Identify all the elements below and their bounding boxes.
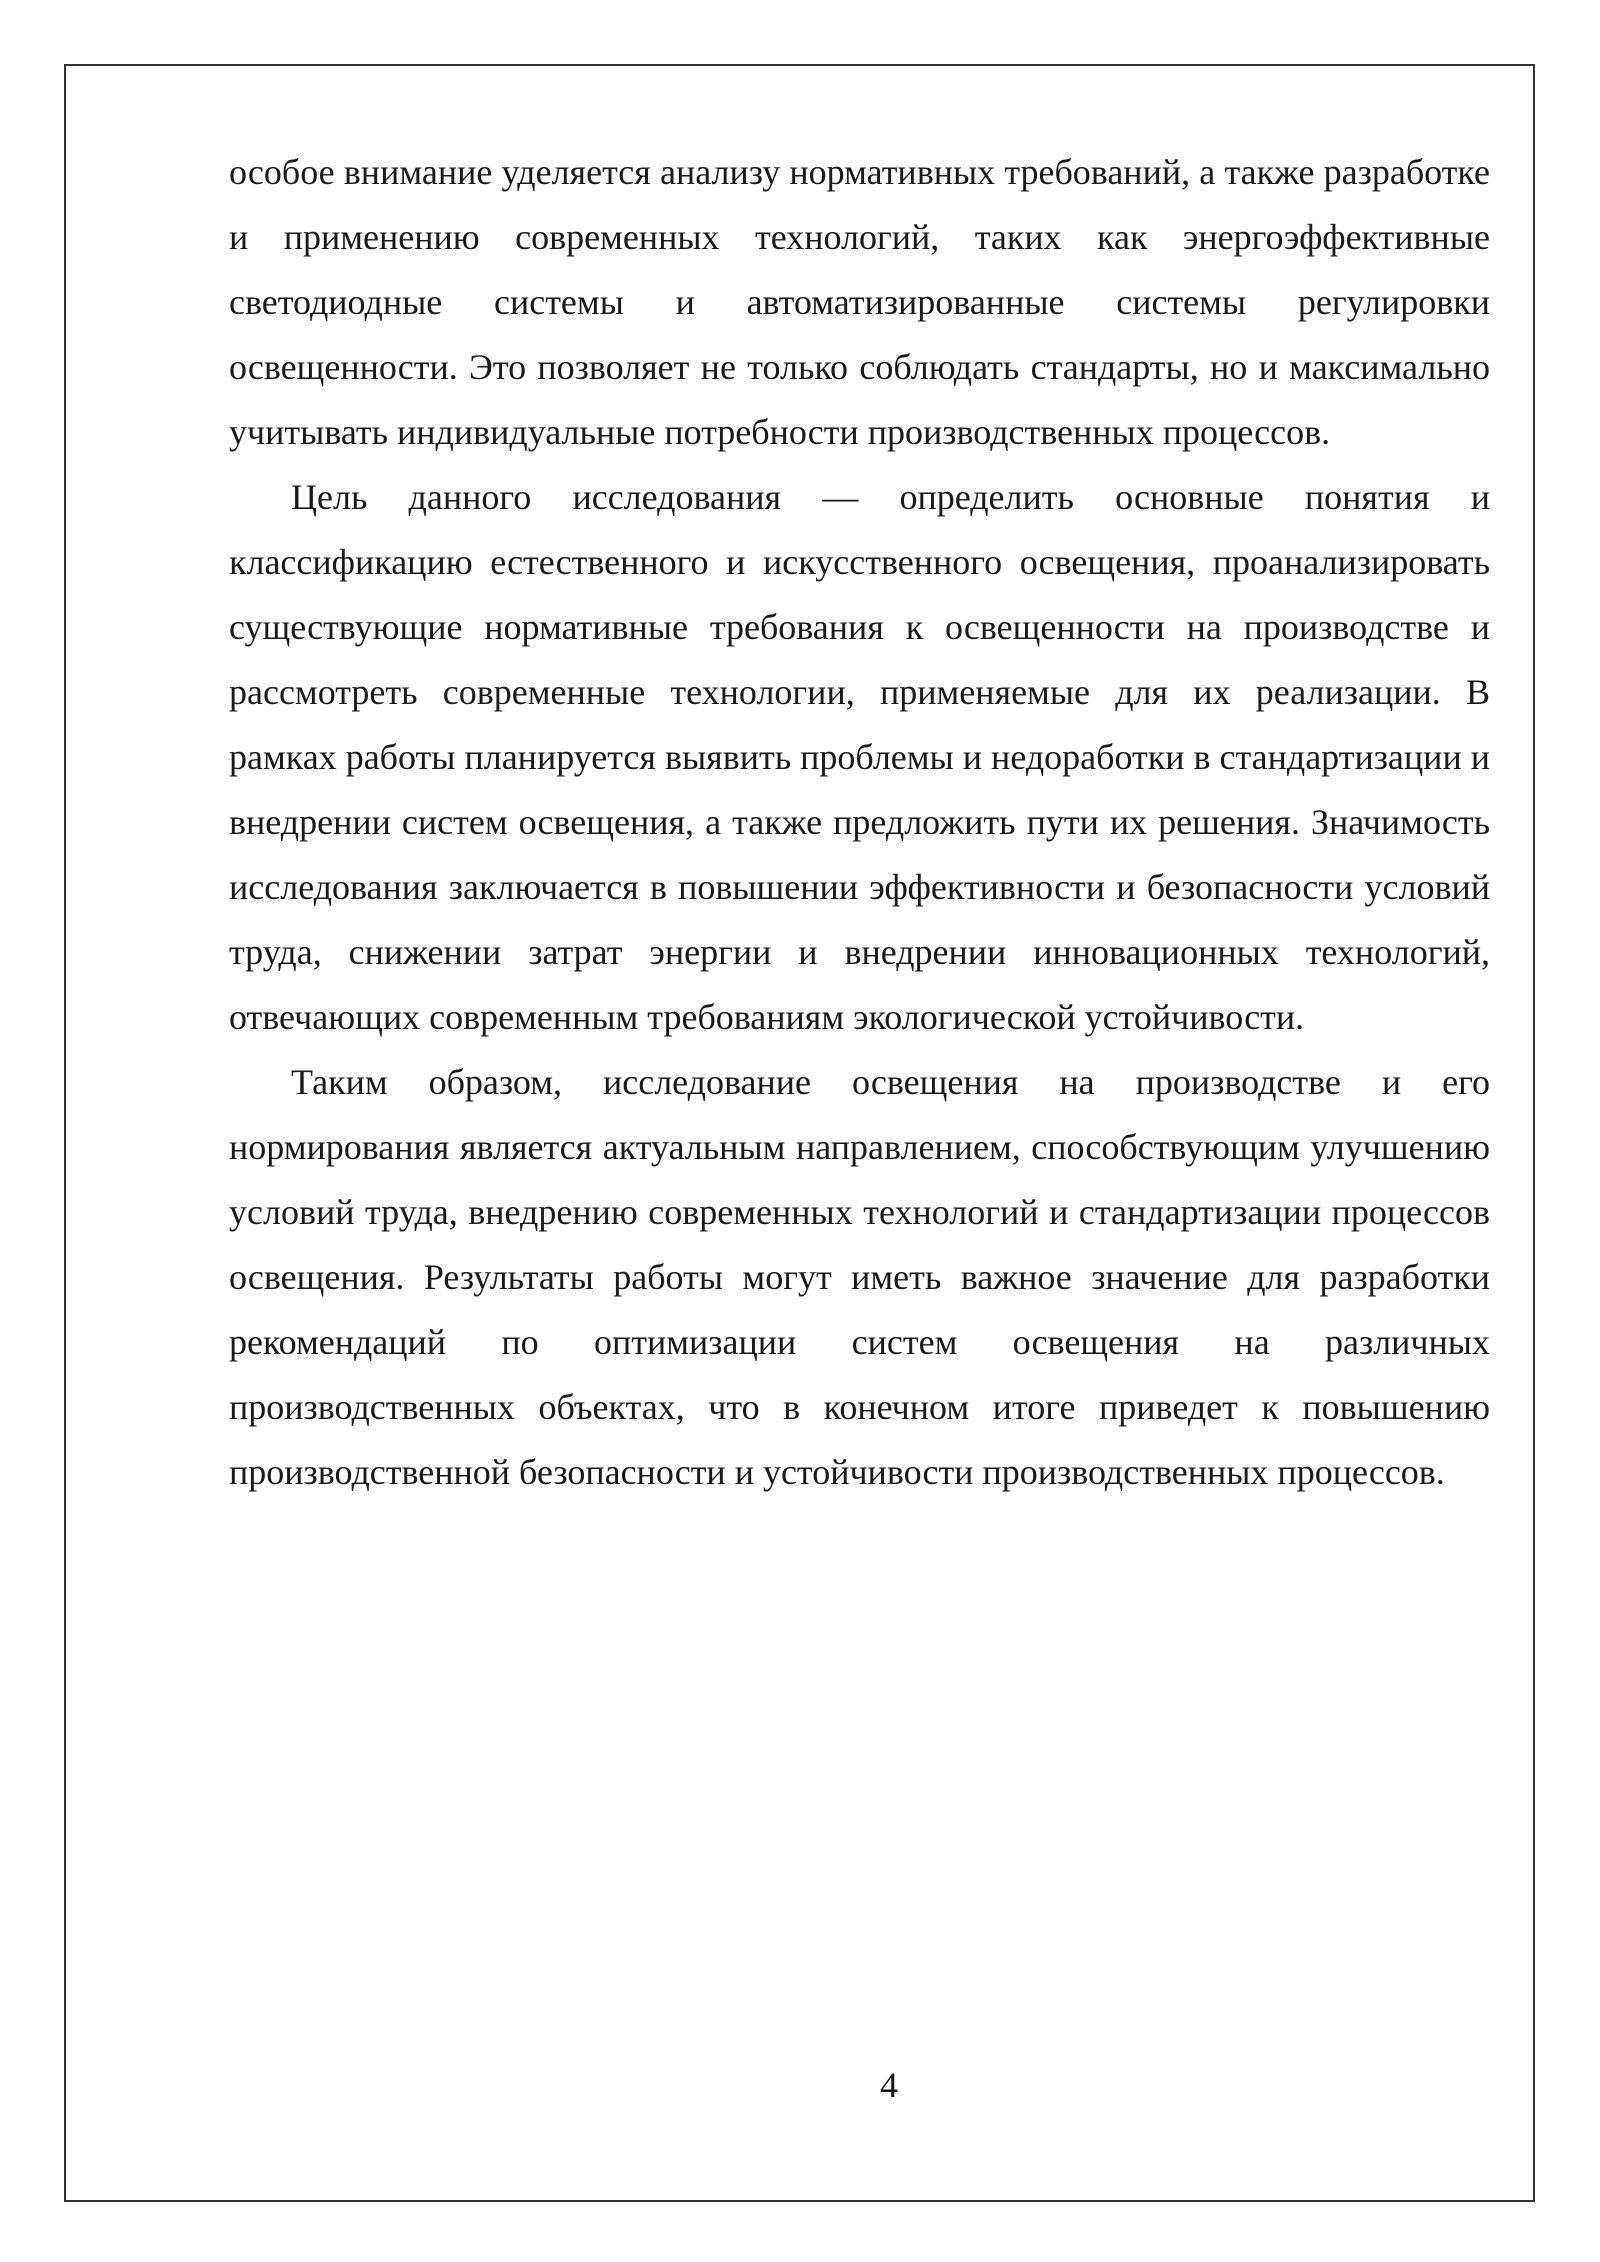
paragraph-conclusion: Таким образом, исследование освещения на производстве и его нормирования является актуальным направлением, способствующим улучшению условий труда, внедрению современных технологий и стандартизации процессов освещения. Результаты работы могут иметь важное значение для разработки рекомендаций по оптимизации систем освещения на различных производственных объектах, что в конечном итоге приведет к повышению производственной безопасности и устойчивости производственных процессов. xyxy=(229,1062,1490,1492)
paragraph-continuation: особое внимание уделяется анализу нормативных требований, а также разработке и применению современных технологий, таких как энергоэффективные светодиодные системы и автоматизированные системы регулировки освещенности. Это позволяет не только соблюдать стандарты, но и максимально учитывать индивидуальные потребности производственных процессов. xyxy=(229,152,1490,452)
paragraph-research-goal: Цель данного исследования — определить основные понятия и классификацию естественного и искусственного освещения, проанализировать существующие нормативные требования к освещенности на производстве и рассмотреть современные технологии, применяемые для их реализации. В рамках работы планируется выявить проблемы и недоработки в стандартизации и внедрении систем освещения, а также предложить пути их решения. Значимость исследования заключается в повышении эффективности и безопасности условий труда, снижении затрат энергии и внедрении инновационных технологий, отвечающих современным требованиям экологической устойчивости. xyxy=(229,477,1490,1037)
page-number: 4 xyxy=(880,2065,898,2105)
document-body xyxy=(229,140,1490,1505)
